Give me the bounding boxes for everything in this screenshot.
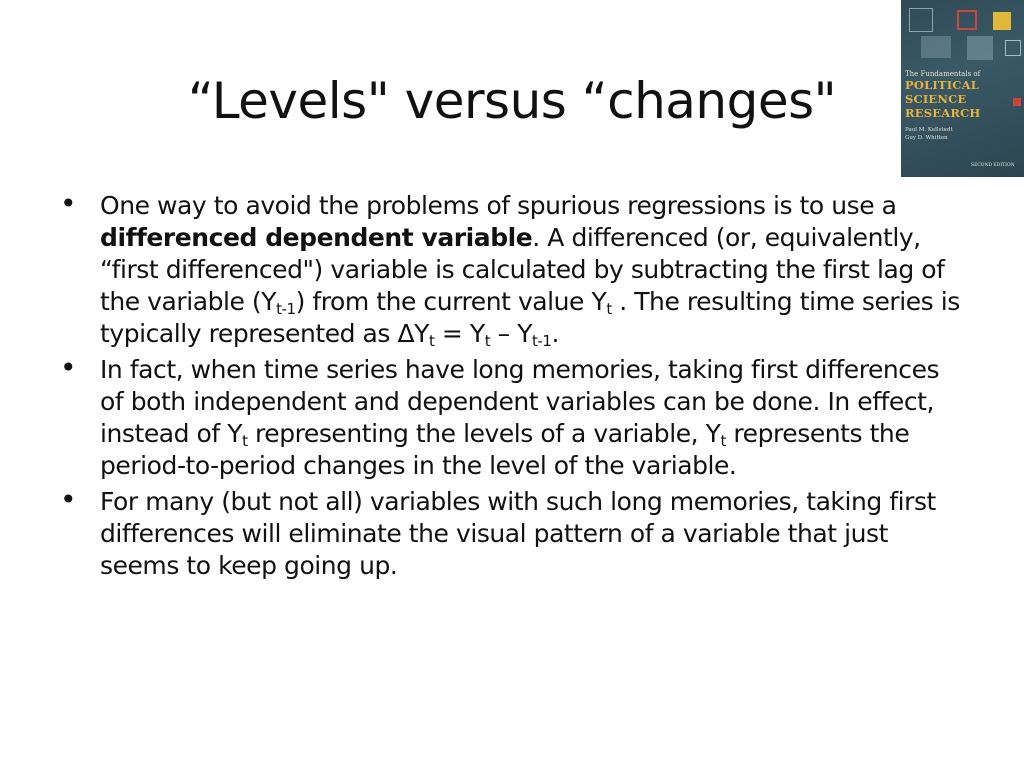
- bullet-text: represents the period-to-period changes in the level of the variable.: [100, 419, 910, 480]
- cover-title-line1: POLITICAL: [905, 78, 980, 92]
- cover-title-line2: SCIENCE: [905, 92, 967, 106]
- cover-title-line3: RESEARCH: [905, 106, 981, 120]
- book-cover-image: [901, 0, 1024, 177]
- bullet-marker: •: [60, 187, 77, 220]
- cover-square-decoration: [1005, 40, 1021, 56]
- subscript: t-1: [532, 332, 552, 350]
- subscript: t-1: [276, 300, 296, 318]
- cover-square-decoration: [957, 10, 977, 30]
- bullet-text: = Y: [434, 319, 485, 348]
- bullet-text: ) from the current value Y: [295, 287, 607, 316]
- cover-square-decoration: [993, 12, 1011, 30]
- subscript: t: [484, 332, 491, 350]
- bullet-text: In fact, when time series have long memories, taking first differences of both independent and dependent variables can be done. In effect, instead of Y: [100, 355, 940, 448]
- bullet-text-bold: differenced dependent variable: [100, 223, 533, 252]
- bullet-item: [60, 351, 965, 482]
- slide-title: “Levels" versus “changes": [187, 72, 837, 130]
- subscript: t: [720, 432, 726, 450]
- cover-square-decoration: [967, 36, 993, 60]
- bullet-text: One way to avoid the problems of spurious regressions is to use a: [100, 191, 897, 220]
- cover-prefix: The Fundamentals of: [905, 70, 981, 78]
- bullet-text: . A differenced (or, equivalently, “first differenced") variable is calculated by subtracting the first lag of the variable (Y: [100, 223, 945, 316]
- bullet-text: representing the levels of a variable, Y: [247, 419, 721, 448]
- subscript: t: [428, 332, 435, 350]
- subscript: t: [606, 300, 612, 318]
- bullet-text: – Y: [490, 319, 533, 348]
- bullet-text: .: [551, 319, 560, 348]
- cover-square-decoration: [921, 36, 951, 58]
- bullet-marker: •: [60, 483, 77, 516]
- bullet-text: For many (but not all) variables with such long memories, taking first differences will eliminate the visual pattern of a variable that just seems to keep going up.: [100, 487, 936, 580]
- bullet-item: [60, 187, 965, 350]
- bullet-marker: •: [60, 351, 77, 384]
- cover-square-decoration: [1013, 98, 1021, 106]
- cover-edition: SECOND EDITION: [971, 163, 1015, 168]
- cover-author1: Paul M. Kellstedt: [905, 127, 953, 133]
- bullet-list: [60, 187, 965, 586]
- bullet-text: . The resulting time series is typically represented as ΔY: [100, 287, 960, 348]
- cover-author2: Guy D. Whitten: [905, 135, 948, 141]
- bullet-item: [60, 483, 965, 582]
- cover-square-decoration: [909, 8, 933, 32]
- subscript: t: [242, 432, 248, 450]
